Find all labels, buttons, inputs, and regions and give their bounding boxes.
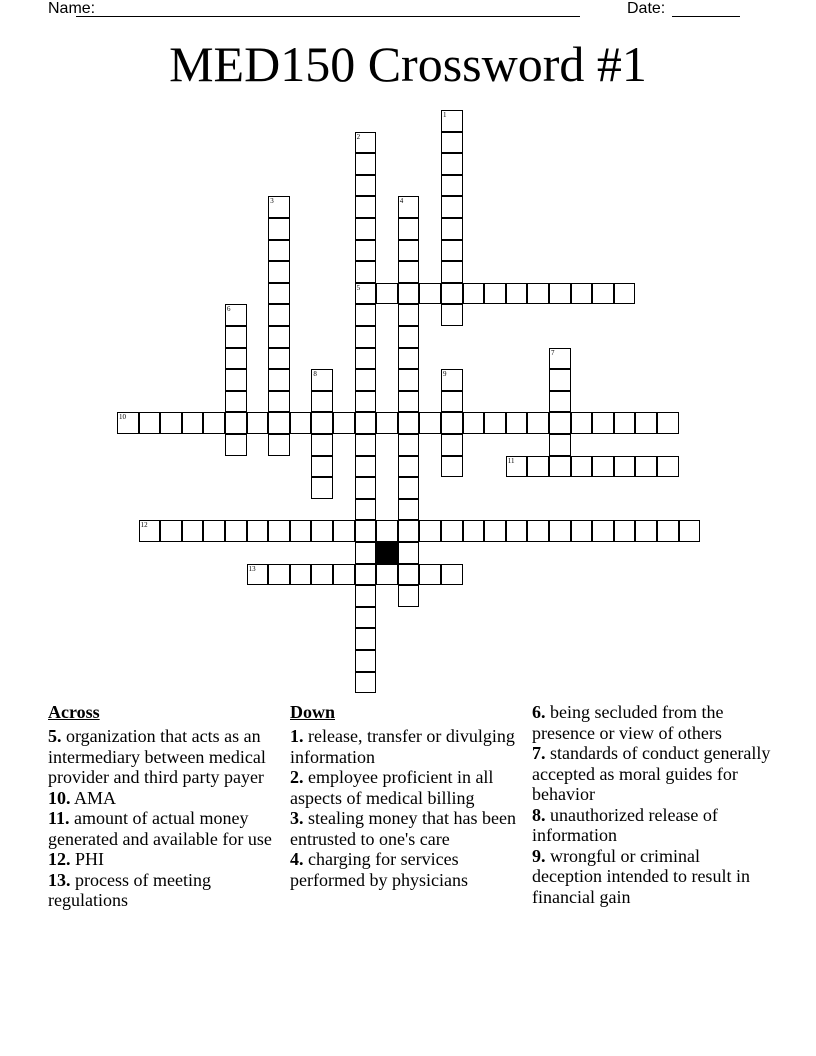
grid-cell[interactable] bbox=[441, 369, 463, 391]
clue-text: process of meeting regulations bbox=[48, 869, 211, 910]
down-clues-continued bbox=[532, 702, 772, 907]
grid-cell[interactable] bbox=[506, 412, 528, 434]
grid-cell[interactable] bbox=[225, 326, 247, 348]
grid-cell[interactable] bbox=[311, 456, 333, 478]
across-heading: Across bbox=[48, 702, 100, 722]
grid-cell[interactable] bbox=[398, 542, 420, 564]
grid-cell[interactable] bbox=[355, 542, 377, 564]
grid-cell[interactable] bbox=[225, 412, 247, 434]
clue-number: 1. bbox=[290, 726, 304, 746]
grid-cell[interactable] bbox=[376, 564, 398, 586]
grid-cell[interactable] bbox=[117, 412, 139, 434]
grid-cell[interactable] bbox=[398, 585, 420, 607]
clue-text: standards of conduct generally accepted as moral guides for behavior bbox=[532, 743, 771, 804]
down-clue bbox=[290, 767, 525, 808]
grid-cell[interactable] bbox=[355, 304, 377, 326]
page-title: MED150 Crossword #1 bbox=[169, 36, 647, 92]
grid-cell[interactable] bbox=[527, 283, 549, 305]
grid-cell[interactable] bbox=[355, 477, 377, 499]
grid-cell[interactable] bbox=[355, 240, 377, 262]
grid-cell[interactable] bbox=[463, 412, 485, 434]
grid-cell[interactable] bbox=[527, 456, 549, 478]
grid-cell[interactable] bbox=[398, 261, 420, 283]
grid-cell[interactable] bbox=[268, 196, 290, 218]
clue-number: 2 bbox=[356, 132, 361, 141]
grid-cell[interactable] bbox=[290, 412, 312, 434]
grid-cell[interactable] bbox=[160, 412, 182, 434]
grid-cell[interactable] bbox=[441, 196, 463, 218]
clue-text: charging for services performed by physicians bbox=[290, 849, 468, 890]
grid-cell[interactable] bbox=[376, 520, 398, 542]
grid-cell[interactable] bbox=[290, 564, 312, 586]
clue-number: 8. bbox=[532, 804, 546, 825]
grid-cell[interactable] bbox=[506, 283, 528, 305]
across-clue bbox=[48, 788, 283, 809]
grid-cell[interactable] bbox=[398, 304, 420, 326]
grid-cell[interactable] bbox=[355, 391, 377, 413]
grid-cell[interactable] bbox=[614, 456, 636, 478]
grid-cell[interactable] bbox=[247, 564, 269, 586]
grid-cell[interactable] bbox=[614, 283, 636, 305]
grid-cell[interactable] bbox=[268, 326, 290, 348]
grid-cell[interactable] bbox=[419, 564, 441, 586]
grid-cell[interactable] bbox=[268, 391, 290, 413]
grid-cell[interactable] bbox=[592, 412, 614, 434]
grid-cell[interactable] bbox=[506, 456, 528, 478]
clue-number: 12 bbox=[140, 521, 148, 530]
clue-number: 8 bbox=[313, 370, 317, 379]
grid-cell[interactable] bbox=[225, 304, 247, 326]
grid-cell[interactable] bbox=[355, 196, 377, 218]
clue-text: unauthorized release of information bbox=[532, 804, 718, 845]
grid-cell[interactable] bbox=[398, 520, 420, 542]
across-clues bbox=[48, 702, 283, 911]
grid-cell[interactable] bbox=[527, 520, 549, 542]
grid-cell[interactable] bbox=[355, 369, 377, 391]
grid-cell[interactable] bbox=[225, 348, 247, 370]
grid-cell[interactable] bbox=[268, 240, 290, 262]
grid-cell[interactable] bbox=[441, 304, 463, 326]
grid-cell[interactable] bbox=[225, 369, 247, 391]
grid-cell[interactable] bbox=[203, 412, 225, 434]
grid-cell[interactable] bbox=[333, 412, 355, 434]
grid-cell[interactable] bbox=[355, 261, 377, 283]
clue-text: being secluded from the presence or view of others bbox=[532, 702, 724, 743]
grid-cell[interactable] bbox=[398, 240, 420, 262]
grid-cell[interactable] bbox=[376, 412, 398, 434]
down-clue bbox=[290, 808, 525, 849]
grid-cell[interactable] bbox=[311, 412, 333, 434]
grid-cell[interactable] bbox=[355, 456, 377, 478]
down-clue bbox=[290, 849, 525, 890]
grid-cell[interactable] bbox=[355, 628, 377, 650]
clue-number: 1 bbox=[443, 111, 447, 119]
clue-number: 11. bbox=[48, 808, 70, 828]
grid-cell[interactable] bbox=[549, 283, 571, 305]
clue-number: 4 bbox=[399, 197, 404, 206]
grid-cell[interactable] bbox=[463, 520, 485, 542]
grid-cell[interactable] bbox=[398, 564, 420, 586]
grid-cell[interactable] bbox=[139, 412, 161, 434]
grid-cell[interactable] bbox=[160, 520, 182, 542]
grid-cell[interactable] bbox=[463, 283, 485, 305]
across-clue bbox=[48, 870, 283, 911]
grid-cell[interactable] bbox=[139, 520, 161, 542]
clue-text: release, transfer or divulging information bbox=[290, 726, 515, 767]
grid-cell[interactable] bbox=[441, 456, 463, 478]
clue-number: 13. bbox=[48, 869, 71, 890]
grid-cell[interactable] bbox=[225, 520, 247, 542]
grid-cell[interactable] bbox=[268, 434, 290, 456]
clue-number: 12. bbox=[48, 849, 71, 869]
grid-cell[interactable] bbox=[506, 520, 528, 542]
grid-cell[interactable] bbox=[355, 175, 377, 197]
grid-cell[interactable] bbox=[441, 283, 463, 305]
down-heading: Down bbox=[290, 702, 336, 722]
grid-cell[interactable] bbox=[355, 132, 377, 154]
grid-cell[interactable] bbox=[247, 412, 269, 434]
name-label: Name: bbox=[48, 0, 96, 17]
grid-cell[interactable] bbox=[419, 520, 441, 542]
grid-cell[interactable] bbox=[355, 326, 377, 348]
grid-cell[interactable] bbox=[398, 196, 420, 218]
down-clues bbox=[290, 702, 525, 890]
grid-cell[interactable] bbox=[398, 369, 420, 391]
clue-text: amount of actual money generated and available for use bbox=[48, 808, 272, 849]
clue-number: 9 bbox=[443, 370, 447, 379]
date-field[interactable] bbox=[672, 0, 740, 17]
grid-cell[interactable] bbox=[441, 132, 463, 154]
grid-cell[interactable] bbox=[355, 520, 377, 542]
grid-cell[interactable] bbox=[333, 564, 355, 586]
grid-cell[interactable] bbox=[657, 520, 679, 542]
grid-cell[interactable] bbox=[182, 412, 204, 434]
grid-cell[interactable] bbox=[441, 261, 463, 283]
clue-text: organization that acts as an intermediary between medical provider and third party payer bbox=[48, 726, 266, 787]
grid-cell[interactable] bbox=[484, 412, 506, 434]
clue-number: 6 bbox=[227, 305, 231, 314]
grid-cell[interactable] bbox=[549, 520, 571, 542]
grid-cell[interactable] bbox=[268, 520, 290, 542]
clue-number: 3. bbox=[290, 808, 304, 828]
clue-text: PHI bbox=[75, 849, 105, 869]
grid-cell[interactable] bbox=[398, 218, 420, 240]
grid-cell[interactable] bbox=[333, 520, 355, 542]
clue-number: 3 bbox=[270, 197, 274, 206]
grid-cell[interactable] bbox=[203, 520, 225, 542]
grid-cell[interactable] bbox=[635, 456, 657, 478]
grid-cell[interactable] bbox=[311, 434, 333, 456]
grid-cell[interactable] bbox=[549, 456, 571, 478]
grid-cell[interactable] bbox=[268, 412, 290, 434]
clue-number: 9. bbox=[532, 845, 546, 866]
across-clue bbox=[48, 849, 283, 870]
grid-cell[interactable] bbox=[571, 520, 593, 542]
grid-cell[interactable] bbox=[549, 391, 571, 413]
grid-cell[interactable] bbox=[311, 391, 333, 413]
grid-cell[interactable] bbox=[225, 434, 247, 456]
grid-cell[interactable] bbox=[441, 218, 463, 240]
grid-cell[interactable] bbox=[268, 283, 290, 305]
grid-cell[interactable] bbox=[441, 391, 463, 413]
grid-cell[interactable] bbox=[268, 304, 290, 326]
grid-cell[interactable] bbox=[355, 218, 377, 240]
grid-cell[interactable] bbox=[355, 412, 377, 434]
across-clue bbox=[48, 808, 283, 849]
grid-cell[interactable] bbox=[311, 520, 333, 542]
grid-cell[interactable] bbox=[592, 283, 614, 305]
grid-cell[interactable] bbox=[355, 153, 377, 175]
clue-number: 2. bbox=[290, 767, 304, 787]
grid-cell[interactable] bbox=[484, 283, 506, 305]
clue-number: 5. bbox=[48, 726, 62, 746]
grid-cell[interactable] bbox=[290, 520, 312, 542]
grid-cell[interactable] bbox=[355, 672, 377, 694]
grid-cell[interactable] bbox=[592, 456, 614, 478]
grid-cell[interactable] bbox=[635, 412, 657, 434]
clue-text: AMA bbox=[74, 787, 117, 808]
grid-cell[interactable] bbox=[571, 456, 593, 478]
grid-cell[interactable] bbox=[355, 499, 377, 521]
grid-cell[interactable] bbox=[355, 348, 377, 370]
clue-number: 10. bbox=[48, 787, 71, 808]
grid-cell[interactable] bbox=[268, 348, 290, 370]
black-cell bbox=[376, 542, 398, 564]
grid-cell[interactable] bbox=[398, 283, 420, 305]
grid-cell[interactable] bbox=[657, 456, 679, 478]
grid-cell[interactable] bbox=[398, 326, 420, 348]
clue-number: 7. bbox=[532, 743, 546, 763]
clue-text: stealing money that has been entrusted to one's care bbox=[290, 808, 516, 849]
grid-cell[interactable] bbox=[441, 434, 463, 456]
grid-cell[interactable] bbox=[311, 369, 333, 391]
clue-text: employee proficient in all aspects of medical billing bbox=[290, 767, 494, 808]
grid-cell[interactable] bbox=[182, 520, 204, 542]
grid-cell[interactable] bbox=[355, 650, 377, 672]
grid-cell[interactable] bbox=[247, 520, 269, 542]
grid-cell[interactable] bbox=[355, 434, 377, 456]
grid-cell[interactable] bbox=[549, 412, 571, 434]
grid-cell[interactable] bbox=[311, 564, 333, 586]
grid-cell[interactable] bbox=[679, 520, 701, 542]
down-clue bbox=[290, 726, 525, 767]
grid-cell[interactable] bbox=[376, 283, 398, 305]
grid-cell[interactable] bbox=[614, 520, 636, 542]
grid-cell[interactable] bbox=[268, 261, 290, 283]
clue-number: 11 bbox=[507, 456, 515, 465]
grid-cell[interactable] bbox=[355, 564, 377, 586]
grid-cell[interactable] bbox=[311, 477, 333, 499]
grid-cell[interactable] bbox=[225, 391, 247, 413]
grid-cell[interactable] bbox=[527, 412, 549, 434]
grid-cell[interactable] bbox=[419, 283, 441, 305]
grid-cell[interactable] bbox=[614, 412, 636, 434]
grid-cell[interactable] bbox=[549, 369, 571, 391]
grid-cell[interactable] bbox=[484, 520, 506, 542]
clue-number: 6. bbox=[532, 702, 546, 722]
grid-cell[interactable] bbox=[355, 283, 377, 305]
grid-cell[interactable] bbox=[441, 175, 463, 197]
grid-cell[interactable] bbox=[355, 607, 377, 629]
grid-cell[interactable] bbox=[355, 585, 377, 607]
grid-cell[interactable] bbox=[398, 499, 420, 521]
grid-cell[interactable] bbox=[592, 520, 614, 542]
grid-cell[interactable] bbox=[635, 520, 657, 542]
down-clue bbox=[532, 805, 772, 846]
grid-cell[interactable] bbox=[268, 369, 290, 391]
grid-cell[interactable] bbox=[441, 412, 463, 434]
grid-cell[interactable] bbox=[398, 391, 420, 413]
grid-cell[interactable] bbox=[549, 348, 571, 370]
grid-cell[interactable] bbox=[398, 477, 420, 499]
grid-cell[interactable] bbox=[398, 348, 420, 370]
clue-number: 4. bbox=[290, 849, 304, 869]
grid-cell[interactable] bbox=[268, 218, 290, 240]
grid-cell[interactable] bbox=[398, 412, 420, 434]
clue-number: 5 bbox=[356, 283, 361, 292]
clue-number: 10 bbox=[119, 413, 126, 422]
grid-cell[interactable] bbox=[549, 434, 571, 456]
down-clue bbox=[532, 846, 772, 908]
grid-cell[interactable] bbox=[441, 110, 463, 132]
grid-cell[interactable] bbox=[441, 564, 463, 586]
grid-cell[interactable] bbox=[398, 456, 420, 478]
date-label: Date: bbox=[627, 0, 666, 17]
grid-cell[interactable] bbox=[441, 240, 463, 262]
grid-cell[interactable] bbox=[268, 564, 290, 586]
grid-cell[interactable] bbox=[419, 412, 441, 434]
clue-number: 7 bbox=[551, 348, 555, 357]
grid-cell[interactable] bbox=[441, 153, 463, 175]
clue-number: 13 bbox=[248, 564, 256, 573]
grid-cell[interactable] bbox=[398, 434, 420, 456]
name-field[interactable] bbox=[76, 0, 580, 17]
down-clue bbox=[532, 743, 772, 805]
down-clue bbox=[532, 702, 772, 743]
grid-cell[interactable] bbox=[571, 412, 593, 434]
clue-text: wrongful or criminal deception intended to result in financial gain bbox=[532, 845, 750, 907]
grid-cell[interactable] bbox=[441, 520, 463, 542]
grid-cell[interactable] bbox=[657, 412, 679, 434]
grid-cell[interactable] bbox=[571, 283, 593, 305]
across-clue bbox=[48, 726, 283, 788]
